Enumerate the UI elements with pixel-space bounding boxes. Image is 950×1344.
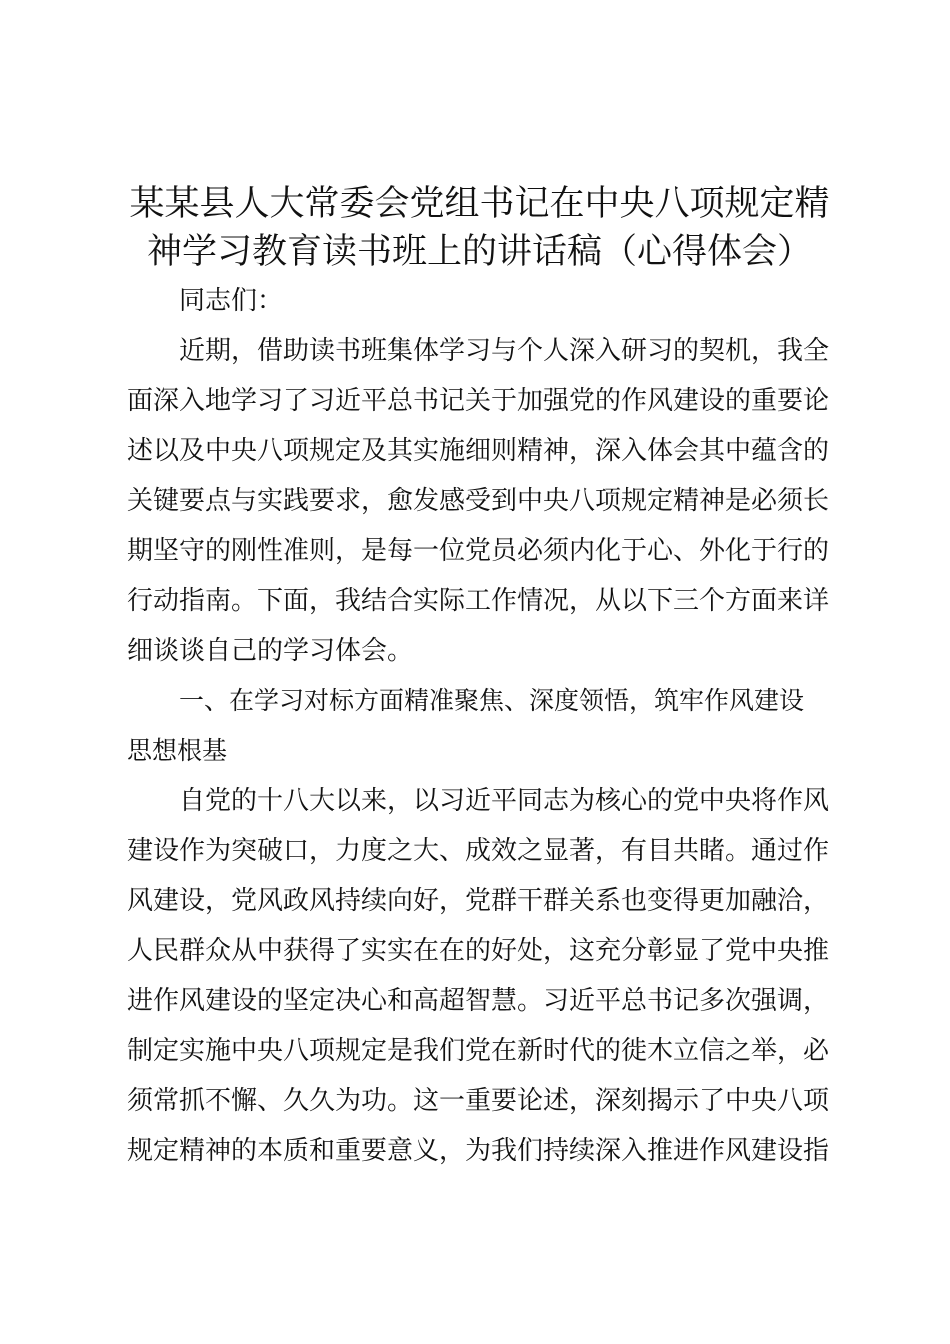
paragraph-1-line-1: 近期，借助读书班集体学习与个人深入研习的契机，我全: [179, 336, 830, 366]
section-heading-1-line-1: 一、在学习对标方面精准聚焦、深度领悟，筑牢作风建设: [179, 686, 805, 715]
paragraph-1: [127, 326, 832, 676]
paragraph-1-line-2: 面深入地学习了习近平总书记关于加强党的作风建设的重要论: [127, 386, 830, 416]
paragraph-1-line-5: 期坚守的刚性准则，是每一位党员必须内化于心、外化于行的: [127, 536, 830, 566]
paragraph-2-line-8: 规定精神的本质和重要意义，为我们持续深入推进作风建设指: [127, 1136, 830, 1166]
paragraph-2-line-7: 须常抓不懈、久久为功。这一重要论述，深刻揭示了中央八项: [127, 1086, 830, 1116]
document-title: [127, 180, 832, 276]
salutation-line: 同志们：: [179, 286, 284, 316]
paragraph-1-line-3: 述以及中央八项规定及其实施细则精神，深入体会其中蕴含的: [127, 436, 830, 466]
section-heading-1: [127, 676, 832, 776]
title-line-2: 神学习教育读书班上的讲话稿（心得体会）: [146, 232, 812, 272]
paragraph-1-line-7: 细谈谈自己的学习体会。: [127, 636, 414, 666]
section-heading-1-line-2: 思想根基: [127, 736, 228, 765]
paragraph-1-line-6: 行动指南。下面，我结合实际工作情况，从以下三个方面来详: [127, 586, 830, 616]
paragraph-2-line-2: 建设作为突破口，力度之大、成效之显著，有目共睹。通过作: [127, 836, 830, 866]
paragraph-1-line-4: 关键要点与实践要求，愈发感受到中央八项规定精神是必须长: [127, 486, 830, 516]
paragraph-2-line-3: 风建设，党风政风持续向好，党群干群关系也变得更加融洽，: [127, 886, 830, 916]
paragraph-2: [127, 776, 832, 1176]
salutation: [127, 276, 832, 326]
document-page: [127, 180, 832, 1176]
paragraph-2-line-6: 制定实施中央八项规定是我们党在新时代的徙木立信之举，必: [127, 1036, 830, 1066]
paragraph-2-line-1: 自党的十八大以来，以习近平同志为核心的党中央将作风: [179, 786, 830, 816]
paragraph-2-line-5: 进作风建设的坚定决心和高超智慧。习近平总书记多次强调，: [127, 986, 830, 1016]
title-line-1: 某某县人大常委会党组书记在中央八项规定精: [129, 184, 830, 224]
paragraph-2-line-4: 人民群众从中获得了实实在在的好处，这充分彰显了党中央推: [127, 936, 830, 966]
